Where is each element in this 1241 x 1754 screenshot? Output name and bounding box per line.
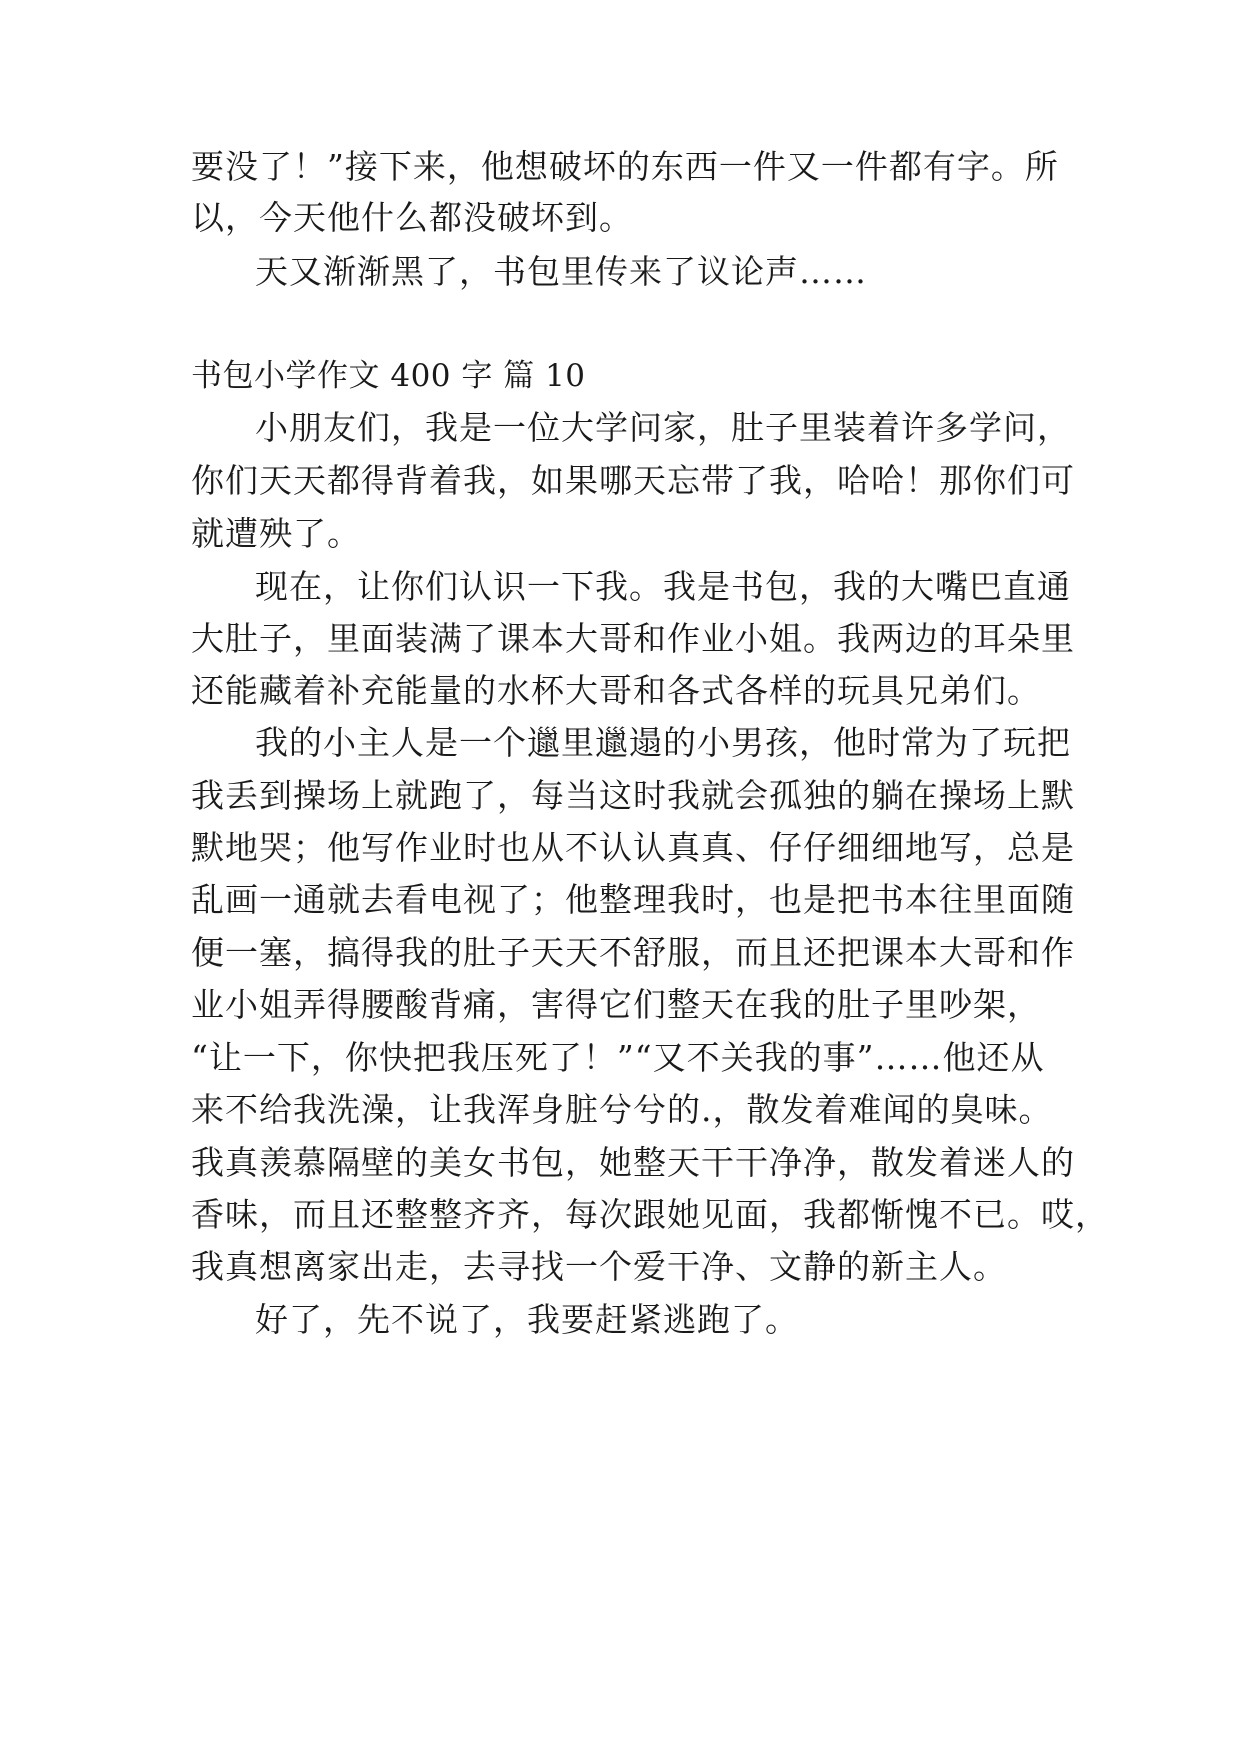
text-line: 我真羡慕隔壁的美女书包，她整天干干净净，散发着迷人的 (191, 1143, 1075, 1182)
text-line: 就遭殃了。 (191, 514, 361, 553)
text-line: 还能藏着补充能量的水杯大哥和各式各样的玩具兄弟们。 (191, 671, 1041, 710)
paragraph-start: 天又渐渐黑了，书包里传来了议论声…… (255, 252, 867, 291)
text-line: 我真想离家出走，去寻找一个爱干净、文静的新主人。 (191, 1247, 1007, 1286)
paragraph-start: 我的小主人是一个邋里邋遢的小男孩，他时常为了玩把 (255, 723, 1071, 762)
text-line: 以，今天他什么都没破坏到。 (191, 198, 633, 237)
text-line: 便一塞，搞得我的肚子天天不舒服，而且还把课本大哥和作 (191, 933, 1075, 972)
text-line: 乱画一通就去看电视了；他整理我时，也是把书本往里面随 (191, 880, 1075, 919)
paragraph-start: 小朋友们，我是一位大学问家，肚子里装着许多学问， (255, 408, 1071, 447)
text-line: 大肚子，里面装满了课本大哥和作业小姐。我两边的耳朵里 (191, 619, 1075, 658)
text-line: 你们天天都得背着我，如果哪天忘带了我，哈哈！那你们可 (191, 461, 1075, 500)
section-title: 书包小学作文 400 字 篇 10 (191, 358, 586, 394)
text-line: 我丢到操场上就跑了，每当这时我就会孤独的躺在操场上默 (191, 776, 1075, 815)
text-line: 默地哭；他写作业时也从不认认真真、仔仔细细地写，总是 (191, 828, 1075, 867)
paragraph-start: 现在，让你们认识一下我。我是书包，我的大嘴巴直通 (255, 567, 1071, 606)
text-line: 来不给我洗澡，让我浑身脏兮兮的.，散发着难闻的臭味。 (191, 1090, 1053, 1129)
text-line: 香味，而且还整整齐齐，每次跟她见面，我都惭愧不已。哎， (191, 1195, 1109, 1234)
text-line: 要没了！”接下来，他想破坏的东西一件又一件都有字。所 (191, 147, 1059, 186)
paragraph-start: 好了，先不说了，我要赶紧逃跑了。 (255, 1300, 799, 1339)
text-line: “让一下，你快把我压死了！”“又不关我的事”……他还从 (191, 1038, 1045, 1077)
text-line: 业小姐弄得腰酸背痛，害得它们整天在我的肚子里吵架， (191, 985, 1041, 1024)
